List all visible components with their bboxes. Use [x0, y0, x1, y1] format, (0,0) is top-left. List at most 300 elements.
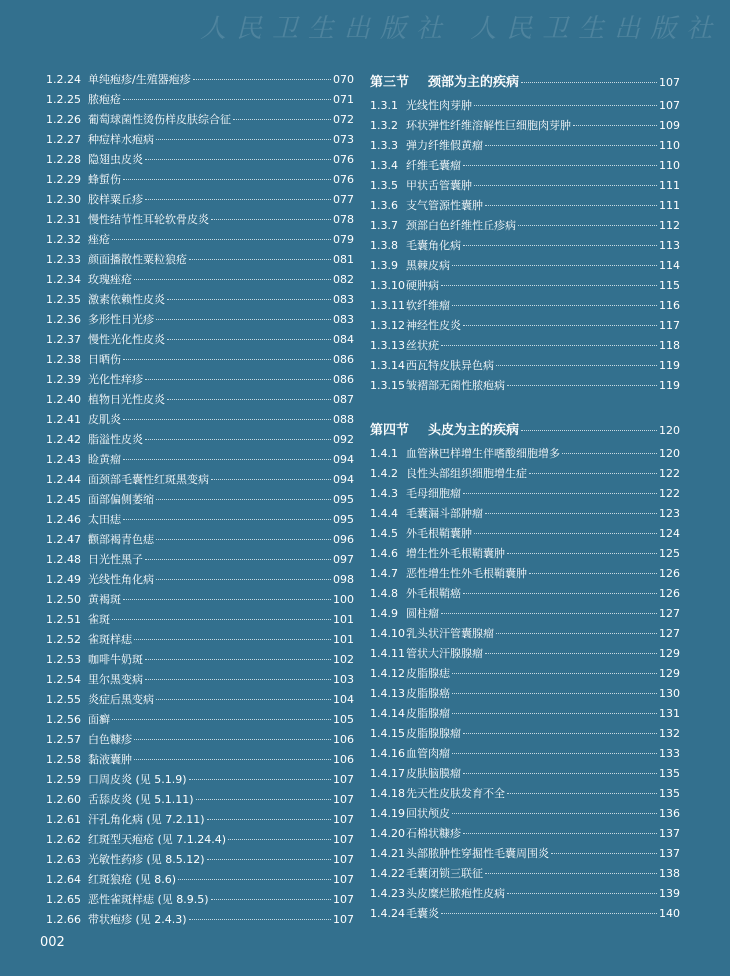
- toc-entry[interactable]: [46, 670, 354, 690]
- entry-page: 107: [333, 793, 354, 806]
- toc-entry[interactable]: [46, 550, 354, 570]
- entry-title: 光化性痒疹: [88, 373, 143, 386]
- toc-entry[interactable]: [46, 170, 354, 190]
- toc-entry[interactable]: [46, 130, 354, 150]
- entry-number: 1.2.28: [46, 153, 81, 166]
- entry-page: 126: [659, 587, 680, 600]
- entry-title: 恶性雀斑样痣 (见 8.9.5): [88, 893, 209, 906]
- entry-page: 079: [333, 233, 354, 246]
- entry-page: 076: [333, 173, 354, 186]
- toc-entry[interactable]: [370, 684, 680, 704]
- entry-title: 植物日光性皮炎: [88, 393, 165, 406]
- entry-page: 129: [659, 667, 680, 680]
- dot-leader: [441, 913, 657, 914]
- entry-page: 136: [659, 807, 680, 820]
- entry-title: 颈部白色纤维性丘疹病: [406, 219, 516, 232]
- toc-entry[interactable]: [370, 176, 680, 196]
- toc-entry[interactable]: [46, 110, 354, 130]
- dot-leader: [551, 853, 657, 854]
- dot-leader: [207, 859, 331, 860]
- entry-title: 面颈部毛囊性红斑黑变病: [88, 473, 209, 486]
- entry-page: 117: [659, 319, 680, 332]
- toc-entry[interactable]: [46, 350, 354, 370]
- entry-page: 107: [333, 813, 354, 826]
- toc-entry[interactable]: [370, 564, 680, 584]
- entry-page: 107: [333, 773, 354, 786]
- entry-page: 137: [659, 827, 680, 840]
- dot-leader: [193, 79, 331, 80]
- entry-number: 1.2.53: [46, 653, 81, 666]
- toc-entry[interactable]: [370, 256, 680, 276]
- dot-leader: [145, 659, 331, 660]
- entry-page: 140: [659, 907, 680, 920]
- entry-page: 107: [333, 913, 354, 926]
- entry-page: 083: [333, 313, 354, 326]
- dot-leader: [134, 279, 331, 280]
- toc-entry[interactable]: [46, 570, 354, 590]
- entry-page: 105: [333, 713, 354, 726]
- dot-leader: [167, 399, 331, 400]
- entry-title: 皱褶部无菌性脓疱病: [406, 379, 505, 392]
- toc-entry[interactable]: [46, 730, 354, 750]
- toc-entry[interactable]: [46, 630, 354, 650]
- entry-title: 纤维毛囊瘤: [406, 159, 461, 172]
- entry-number: 1.2.43: [46, 453, 81, 466]
- toc-entry[interactable]: [46, 410, 354, 430]
- entry-number: 1.2.29: [46, 173, 81, 186]
- dot-leader: [463, 833, 657, 834]
- toc-entry[interactable]: [370, 524, 680, 544]
- entry-number: 1.4.5: [370, 527, 398, 540]
- entry-page: 116: [659, 299, 680, 312]
- toc-entry[interactable]: [370, 316, 680, 336]
- entry-title: 圆柱瘤: [406, 607, 439, 620]
- toc-entry[interactable]: [370, 664, 680, 684]
- entry-number: 1.2.65: [46, 893, 81, 906]
- dot-leader: [452, 305, 657, 306]
- entry-page: 111: [659, 179, 680, 192]
- dot-leader: [496, 365, 657, 366]
- entry-number: 1.4.8: [370, 587, 398, 600]
- toc-entry[interactable]: [370, 544, 680, 564]
- toc-entry[interactable]: [46, 890, 354, 910]
- entry-number: 1.2.40: [46, 393, 81, 406]
- entry-number: 1.2.39: [46, 373, 81, 386]
- entry-number: 1.2.55: [46, 693, 81, 706]
- entry-title: 毛母细胞瘤: [406, 487, 461, 500]
- entry-title: 葡萄球菌性烫伤样皮肤综合征: [88, 113, 231, 126]
- entry-number: 1.2.59: [46, 773, 81, 786]
- toc-entry[interactable]: [370, 216, 680, 236]
- toc-entry[interactable]: [46, 830, 354, 850]
- entry-number: 1.3.10: [370, 279, 405, 292]
- entry-number: 1.4.1: [370, 447, 398, 460]
- entry-page: 137: [659, 847, 680, 860]
- entry-number: 1.4.3: [370, 487, 398, 500]
- entry-number: 1.2.46: [46, 513, 81, 526]
- entry-title: 黄褐斑: [88, 593, 121, 606]
- dot-leader: [474, 105, 657, 106]
- dot-leader: [112, 619, 331, 620]
- toc-entry[interactable]: [46, 790, 354, 810]
- toc-entry[interactable]: [46, 850, 354, 870]
- entry-title: 西瓦特皮肤异色病: [406, 359, 494, 372]
- entry-number: 1.3.2: [370, 119, 398, 132]
- entry-number: 1.4.19: [370, 807, 405, 820]
- entry-number: 1.2.47: [46, 533, 81, 546]
- entry-number: 1.2.35: [46, 293, 81, 306]
- entry-title: 毛囊闭锁三联征: [406, 867, 483, 880]
- entry-title: 甲状舌管囊肿: [406, 179, 472, 192]
- toc-entry[interactable]: [370, 784, 680, 804]
- entry-page: 107: [333, 853, 354, 866]
- toc-entry[interactable]: [370, 156, 680, 176]
- entry-page: 126: [659, 567, 680, 580]
- entry-number: 1.2.58: [46, 753, 81, 766]
- dot-leader: [211, 219, 331, 220]
- entry-number: 1.4.6: [370, 547, 398, 560]
- dot-leader: [145, 199, 331, 200]
- entry-number: 1.3.8: [370, 239, 398, 252]
- toc-entry[interactable]: [370, 276, 680, 296]
- entry-number: 1.3.5: [370, 179, 398, 192]
- toc-entry[interactable]: [46, 490, 354, 510]
- entry-page: 081: [333, 253, 354, 266]
- entry-number: 1.3.4: [370, 159, 398, 172]
- entry-title: 隐翅虫皮炎: [88, 153, 143, 166]
- toc-entry[interactable]: [46, 150, 354, 170]
- entry-page: 101: [333, 613, 354, 626]
- toc-entry[interactable]: [370, 804, 680, 824]
- entry-number: 1.2.37: [46, 333, 81, 346]
- toc-entry[interactable]: [46, 330, 354, 350]
- dot-leader: [485, 205, 657, 206]
- entry-title: 丝状疣: [406, 339, 439, 352]
- entry-page: 107: [659, 99, 680, 112]
- entry-number: 1.3.12: [370, 319, 405, 332]
- dot-leader: [518, 225, 657, 226]
- entry-number: 1.2.61: [46, 813, 81, 826]
- entry-title: 红斑型天疱疮 (见 7.1.24.4): [88, 833, 227, 846]
- entry-number: 1.2.60: [46, 793, 81, 806]
- entry-number: 1.3.3: [370, 139, 398, 152]
- entry-number: 1.3.6: [370, 199, 398, 212]
- entry-title: 多形性日光疹: [88, 313, 154, 326]
- dot-leader: [156, 499, 331, 500]
- section-4-entries: [370, 444, 680, 924]
- dot-leader: [145, 159, 331, 160]
- dot-leader: [452, 673, 657, 674]
- entry-page: 100: [333, 593, 354, 606]
- entry-page: 132: [659, 727, 680, 740]
- toc-entry[interactable]: [46, 530, 354, 550]
- entry-page: 113: [659, 239, 680, 252]
- entry-title: 玫瑰痤疮: [88, 273, 132, 286]
- dot-leader: [145, 379, 331, 380]
- toc-entry[interactable]: [370, 376, 680, 396]
- toc-entry[interactable]: [46, 250, 354, 270]
- entry-title: 外毛根鞘囊肿: [406, 527, 472, 540]
- entry-title: 咖啡牛奶斑: [88, 653, 143, 666]
- entry-title: 黑棘皮病: [406, 259, 450, 272]
- entry-title: 血管淋巴样增生伴嗜酸细胞增多: [406, 447, 560, 460]
- toc-entry[interactable]: [370, 236, 680, 256]
- entry-title: 慢性光化性皮炎: [88, 333, 165, 346]
- toc-entry[interactable]: [370, 824, 680, 844]
- entry-title: 红斑狼疮 (见 8.6): [88, 873, 177, 886]
- entry-number: 1.4.24: [370, 907, 405, 920]
- toc-entry[interactable]: [46, 870, 354, 890]
- toc-entry[interactable]: [46, 190, 354, 210]
- section-4-heading[interactable]: [370, 418, 680, 444]
- entry-number: 1.2.63: [46, 853, 81, 866]
- dot-leader: [573, 125, 657, 126]
- toc-entry[interactable]: [46, 70, 354, 90]
- entry-page: 071: [333, 93, 354, 106]
- entry-number: 1.2.52: [46, 633, 81, 646]
- toc-entry[interactable]: [370, 116, 680, 136]
- entry-number: 1.2.50: [46, 593, 81, 606]
- entry-title: 汗孔角化病 (见 7.2.11): [88, 813, 205, 826]
- toc-entry[interactable]: [370, 624, 680, 644]
- toc-entry[interactable]: [46, 290, 354, 310]
- dot-leader: [485, 145, 657, 146]
- entry-number: 1.2.30: [46, 193, 81, 206]
- dot-leader: [485, 513, 657, 514]
- entry-title: 恶性增生性外毛根鞘囊肿: [406, 567, 527, 580]
- entry-number: 1.2.64: [46, 873, 81, 886]
- dot-leader: [441, 613, 657, 614]
- toc-entry[interactable]: [370, 444, 680, 464]
- toc-entry[interactable]: [370, 644, 680, 664]
- entry-number: 1.4.7: [370, 567, 398, 580]
- entry-page: 087: [333, 393, 354, 406]
- dot-leader: [167, 299, 331, 300]
- entry-page: 101: [333, 633, 354, 646]
- entry-page: 078: [333, 213, 354, 226]
- toc-entry[interactable]: [370, 864, 680, 884]
- dot-leader: [123, 459, 331, 460]
- entry-page: 095: [333, 493, 354, 506]
- entry-title: 面癣: [88, 713, 110, 726]
- entry-title: 白色糠疹: [88, 733, 132, 746]
- toc-entry[interactable]: [370, 356, 680, 376]
- entry-number: 1.2.48: [46, 553, 81, 566]
- toc-entry[interactable]: [370, 96, 680, 116]
- entry-page: 127: [659, 627, 680, 640]
- toc-entry[interactable]: [46, 90, 354, 110]
- dot-leader: [507, 793, 657, 794]
- dot-leader: [485, 653, 657, 654]
- toc-entry[interactable]: [370, 904, 680, 924]
- entry-title: 皮肤脑膜瘤: [406, 767, 461, 780]
- dot-leader: [123, 99, 331, 100]
- toc-entry[interactable]: [46, 430, 354, 450]
- toc-entry[interactable]: [370, 724, 680, 744]
- toc-entry[interactable]: [46, 610, 354, 630]
- entry-title: 日晒伤: [88, 353, 121, 366]
- entry-page: 130: [659, 687, 680, 700]
- entry-page: 118: [659, 339, 680, 352]
- dot-leader: [452, 713, 657, 714]
- entry-page: 084: [333, 333, 354, 346]
- entry-page: 125: [659, 547, 680, 560]
- entry-title: 带状疱疹 (见 2.4.3): [88, 913, 187, 926]
- toc-entry[interactable]: [370, 196, 680, 216]
- section-3-entries: [370, 96, 680, 396]
- entry-number: 1.2.41: [46, 413, 81, 426]
- entry-number: 1.2.66: [46, 913, 81, 926]
- toc-entry[interactable]: [46, 510, 354, 530]
- toc-entry[interactable]: [46, 310, 354, 330]
- dot-leader: [112, 719, 331, 720]
- entry-title: 脂溢性皮炎: [88, 433, 143, 446]
- toc-entry[interactable]: [46, 370, 354, 390]
- toc-entry[interactable]: [46, 710, 354, 730]
- dot-leader: [463, 593, 657, 594]
- entry-title: 良性头部组织细胞增生症: [406, 467, 527, 480]
- dot-leader: [507, 893, 657, 894]
- entry-number: 1.3.11: [370, 299, 405, 312]
- entry-title: 雀斑: [88, 613, 110, 626]
- section-number: 第三节: [370, 75, 410, 90]
- toc-entry[interactable]: [370, 604, 680, 624]
- entry-title: 乳头状汗管囊腺瘤: [406, 627, 494, 640]
- entry-number: 1.4.15: [370, 727, 405, 740]
- entry-title: 颜面播散性粟粒狼疮: [88, 253, 187, 266]
- dot-leader: [452, 693, 657, 694]
- toc-entry[interactable]: [46, 450, 354, 470]
- entry-title: 外毛根鞘癌: [406, 587, 461, 600]
- dot-leader: [441, 285, 657, 286]
- toc-entry[interactable]: [370, 764, 680, 784]
- toc-entry[interactable]: [370, 504, 680, 524]
- entry-number: 1.3.9: [370, 259, 398, 272]
- dot-leader: [156, 539, 331, 540]
- section-page: 107: [659, 76, 680, 89]
- dot-leader: [145, 679, 331, 680]
- entry-title: 黏液囊肿: [88, 753, 132, 766]
- dot-leader: [463, 245, 657, 246]
- entry-title: 支气管源性囊肿: [406, 199, 483, 212]
- toc-entry[interactable]: [370, 484, 680, 504]
- entry-title: 颧部褐青色痣: [88, 533, 154, 546]
- entry-number: 1.3.13: [370, 339, 405, 352]
- dot-leader: [145, 439, 331, 440]
- toc-entry[interactable]: [46, 810, 354, 830]
- entry-page: 110: [659, 139, 680, 152]
- entry-title: 痤疮: [88, 233, 110, 246]
- section-number: 第四节: [370, 423, 410, 438]
- entry-page: 131: [659, 707, 680, 720]
- entry-number: 1.4.11: [370, 647, 405, 660]
- toc-entry[interactable]: [46, 390, 354, 410]
- entry-number: 1.2.38: [46, 353, 81, 366]
- entry-page: 135: [659, 787, 680, 800]
- dot-leader: [145, 559, 331, 560]
- entry-page: 104: [333, 693, 354, 706]
- entry-title: 皮肌炎: [88, 413, 121, 426]
- entry-number: 1.2.62: [46, 833, 81, 846]
- dot-leader: [167, 339, 331, 340]
- dot-leader: [233, 119, 331, 120]
- dot-leader: [123, 599, 331, 600]
- dot-leader: [156, 579, 331, 580]
- dot-leader: [463, 733, 657, 734]
- entry-title: 舌舔皮炎 (见 5.1.11): [88, 793, 194, 806]
- toc-entry[interactable]: [46, 270, 354, 290]
- dot-leader: [189, 259, 331, 260]
- page-number: 002: [40, 935, 65, 950]
- entry-title: 软纤维瘤: [406, 299, 450, 312]
- toc-entry[interactable]: [46, 770, 354, 790]
- entry-page: 139: [659, 887, 680, 900]
- toc-entry[interactable]: [46, 230, 354, 250]
- entry-title: 脓疱疮: [88, 93, 121, 106]
- entry-title: 慢性结节性耳轮软骨皮炎: [88, 213, 209, 226]
- toc-entry[interactable]: [46, 210, 354, 230]
- dot-leader: [123, 519, 331, 520]
- toc-entry[interactable]: [370, 336, 680, 356]
- toc-entry[interactable]: [46, 750, 354, 770]
- dot-leader: [521, 82, 657, 83]
- toc-entry[interactable]: [370, 744, 680, 764]
- toc-entry[interactable]: [370, 584, 680, 604]
- toc-entry[interactable]: [46, 590, 354, 610]
- toc-entry[interactable]: [46, 690, 354, 710]
- entry-page: 086: [333, 373, 354, 386]
- entry-number: 1.2.49: [46, 573, 81, 586]
- dot-leader: [189, 779, 331, 780]
- entry-page: 102: [333, 653, 354, 666]
- dot-leader: [123, 419, 331, 420]
- entry-title: 日光性黑子: [88, 553, 143, 566]
- toc-entry[interactable]: [370, 136, 680, 156]
- toc-entry[interactable]: [370, 296, 680, 316]
- dot-leader: [562, 453, 657, 454]
- entry-page: 122: [659, 467, 680, 480]
- entry-page: 107: [333, 873, 354, 886]
- section-3-heading[interactable]: [370, 70, 680, 96]
- entry-number: 1.3.1: [370, 99, 398, 112]
- entry-page: 124: [659, 527, 680, 540]
- dot-leader: [496, 633, 657, 634]
- entry-page: 107: [333, 833, 354, 846]
- entry-title: 血管肉瘤: [406, 747, 450, 760]
- toc-entry[interactable]: [370, 464, 680, 484]
- entry-page: 083: [333, 293, 354, 306]
- entry-number: 1.2.42: [46, 433, 81, 446]
- dot-leader: [529, 473, 657, 474]
- toc-entry[interactable]: [370, 884, 680, 904]
- toc-entry[interactable]: [46, 910, 354, 930]
- entry-number: 1.2.34: [46, 273, 81, 286]
- entry-page: 114: [659, 259, 680, 272]
- toc-entry[interactable]: [46, 650, 354, 670]
- dot-leader: [156, 699, 331, 700]
- toc-entry[interactable]: [370, 704, 680, 724]
- entry-page: 095: [333, 513, 354, 526]
- entry-title: 先天性皮肤发育不全: [406, 787, 505, 800]
- entry-page: 086: [333, 353, 354, 366]
- entry-number: 1.2.44: [46, 473, 81, 486]
- dot-leader: [452, 265, 657, 266]
- entry-title: 硬肿病: [406, 279, 439, 292]
- entry-title: 里尔黑变病: [88, 673, 143, 686]
- toc-entry[interactable]: [370, 844, 680, 864]
- toc-entry[interactable]: [46, 470, 354, 490]
- entry-page: 127: [659, 607, 680, 620]
